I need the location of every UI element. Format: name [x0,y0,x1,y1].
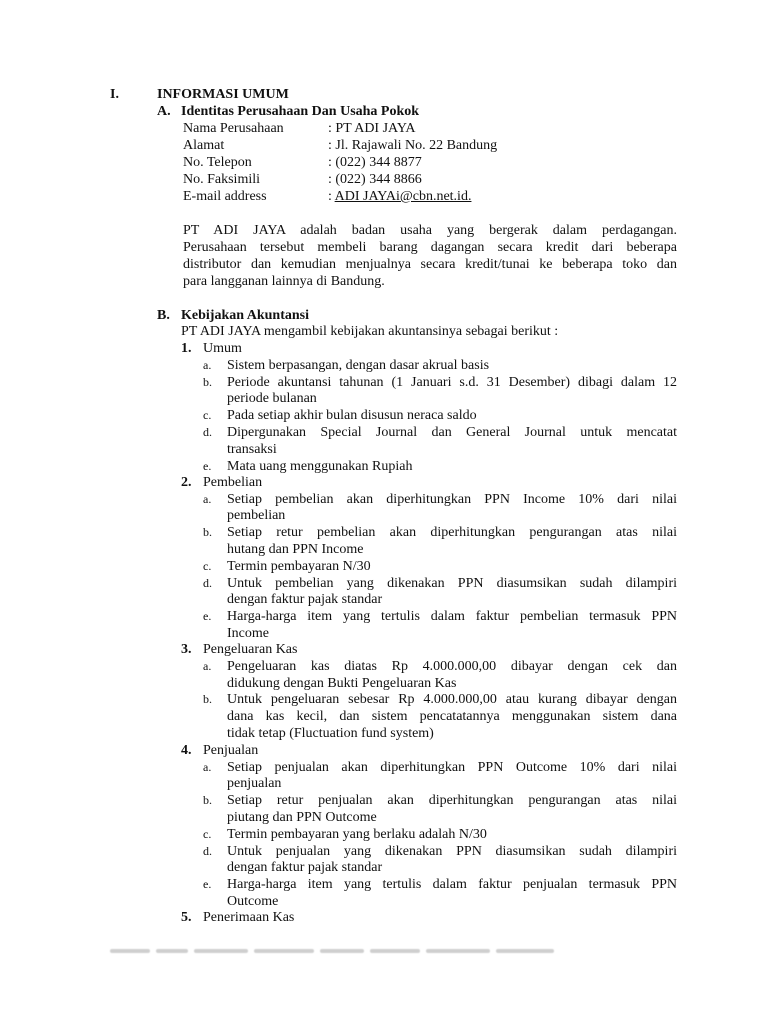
subsection-b-title: Kebijakan Akuntansi [181,308,309,323]
item-marker: d. [203,844,212,858]
paragraph-line: para langganan lainnya di Bandung. [183,274,385,289]
subsection-b-intro: PT ADI JAYA mengambil kebijakan akuntansinya sebagai berikut : [181,324,559,339]
paragraph-line: Perusahaan tersebut membeli barang dagangan secara kredit dari beberapa [183,240,677,255]
group-title: Umum [203,341,242,356]
item-text: Harga-harga item yang tertulis dalam faktur pembelian termasuk PPN [227,609,677,624]
item-text: Harga-harga item yang tertulis dalam faktur penjualan termasuk PPN [227,877,677,892]
field-label: E-mail address [183,189,267,204]
item-text: Outcome [227,894,279,909]
item-text: Pengeluaran kas diatas Rp 4.000.000,00 dibayar dengan cek dan [227,659,677,674]
group-title: Penerimaan Kas [203,910,295,925]
item-text: Untuk pembelian yang dikenakan PPN diasumsikan sudah dilampiri [227,576,677,591]
field-value: : PT ADI JAYA [328,121,416,136]
email-link[interactable]: ADI JAYAi@cbn.net.id. [334,189,472,204]
group-number: 5. [181,910,192,925]
item-text: hutang dan PPN Income [227,542,364,557]
field-value-prefix: : [328,189,335,204]
paragraph-line: PT ADI JAYA adalah badan usaha yang bergerak dalam perdagangan. [183,223,677,238]
group-number: 2. [181,475,192,490]
item-marker: e. [203,609,212,623]
group-title: Pengeluaran Kas [203,642,298,657]
field-label: Alamat [183,138,225,153]
item-text: Income [227,626,269,641]
item-text: Sistem berpasangan, dengan dasar akrual basis [227,358,490,373]
item-text: didukung dengan Bukti Pengeluaran Kas [227,676,457,691]
item-marker: e. [203,877,212,891]
group-title: Penjualan [203,743,259,758]
group-number: 4. [181,743,192,758]
field-value-email [328,188,471,205]
item-marker: b. [203,375,212,389]
item-text: Setiap retur penjualan akan diperhitungkan pengurangan atas nilai [227,793,677,808]
field-label: No. Faksimili [183,172,261,187]
item-text: Untuk pengeluaran sebesar Rp 4.000.000,00 atau kurang dibayar dengan [227,692,677,707]
item-text: periode bulanan [227,391,317,406]
item-marker: c. [203,827,212,841]
item-marker: a. [203,659,212,673]
item-marker: b. [203,692,212,706]
item-marker: a. [203,358,212,372]
field-label: Nama Perusahaan [183,121,284,136]
item-text: Setiap penjualan akan diperhitungkan PPN Outcome 10% dari nilai [227,760,677,775]
item-text: dengan faktur pajak standar [227,860,383,875]
group-number: 1. [181,341,192,356]
item-text: dana kas kecil, dan sistem pencatatannya menggunakan sistem dana [227,709,677,724]
item-text: tidak tetap (Fluctuation fund system) [227,726,434,741]
field-value: : Jl. Rajawali No. 22 Bandung [328,138,498,153]
item-text: Termin pembayaran yang berlaku adalah N/30 [227,827,487,842]
item-text: penjualan [227,776,282,791]
section-numeral: I. [110,87,119,102]
item-text: Mata uang menggunakan Rupiah [227,459,413,474]
field-label: No. Telepon [183,155,252,170]
item-marker: b. [203,793,212,807]
group-title: Pembelian [203,475,263,490]
item-marker: c. [203,559,212,573]
item-marker: b. [203,525,212,539]
subsection-b-marker: B. [157,308,170,323]
item-text: pembelian [227,508,286,523]
item-text: Periode akuntansi tahunan (1 Januari s.d. 31 Desember) dibagi dalam 12 [227,375,677,390]
item-marker: a. [203,760,212,774]
item-text: Pada setiap akhir bulan disusun neraca saldo [227,408,477,423]
field-value: : (022) 344 8866 [328,172,422,187]
item-text: Termin pembayaran N/30 [227,559,371,574]
item-text: Setiap pembelian akan diperhitungkan PPN Income 10% dari nilai [227,492,677,507]
subsection-a-marker: A. [157,104,171,119]
item-marker: d. [203,425,212,439]
subsection-a-title: Identitas Perusahaan Dan Usaha Pokok [181,104,420,119]
item-text: Untuk penjualan yang dikenakan PPN diasumsikan sudah dilampiri [227,844,677,859]
footer-illegible-marks [110,945,590,954]
item-text: dengan faktur pajak standar [227,592,383,607]
group-number: 3. [181,642,192,657]
paragraph-line: distributor dan kemudian menjualnya secara kredit/tunai ke beberapa toko dan [183,257,677,272]
field-value: : (022) 344 8877 [328,155,422,170]
item-marker: a. [203,492,212,506]
item-text: piutang dan PPN Outcome [227,810,377,825]
page-footer-faint [110,944,590,954]
item-marker: e. [203,459,212,473]
item-text: Dipergunakan Special Journal dan General Journal untuk mencatat [227,425,677,440]
item-marker: c. [203,408,212,422]
item-marker: d. [203,576,212,590]
item-text: transaksi [227,442,277,457]
section-title: INFORMASI UMUM [157,87,289,102]
item-text: Setiap retur pembelian akan diperhitungkan pengurangan atas nilai [227,525,677,540]
